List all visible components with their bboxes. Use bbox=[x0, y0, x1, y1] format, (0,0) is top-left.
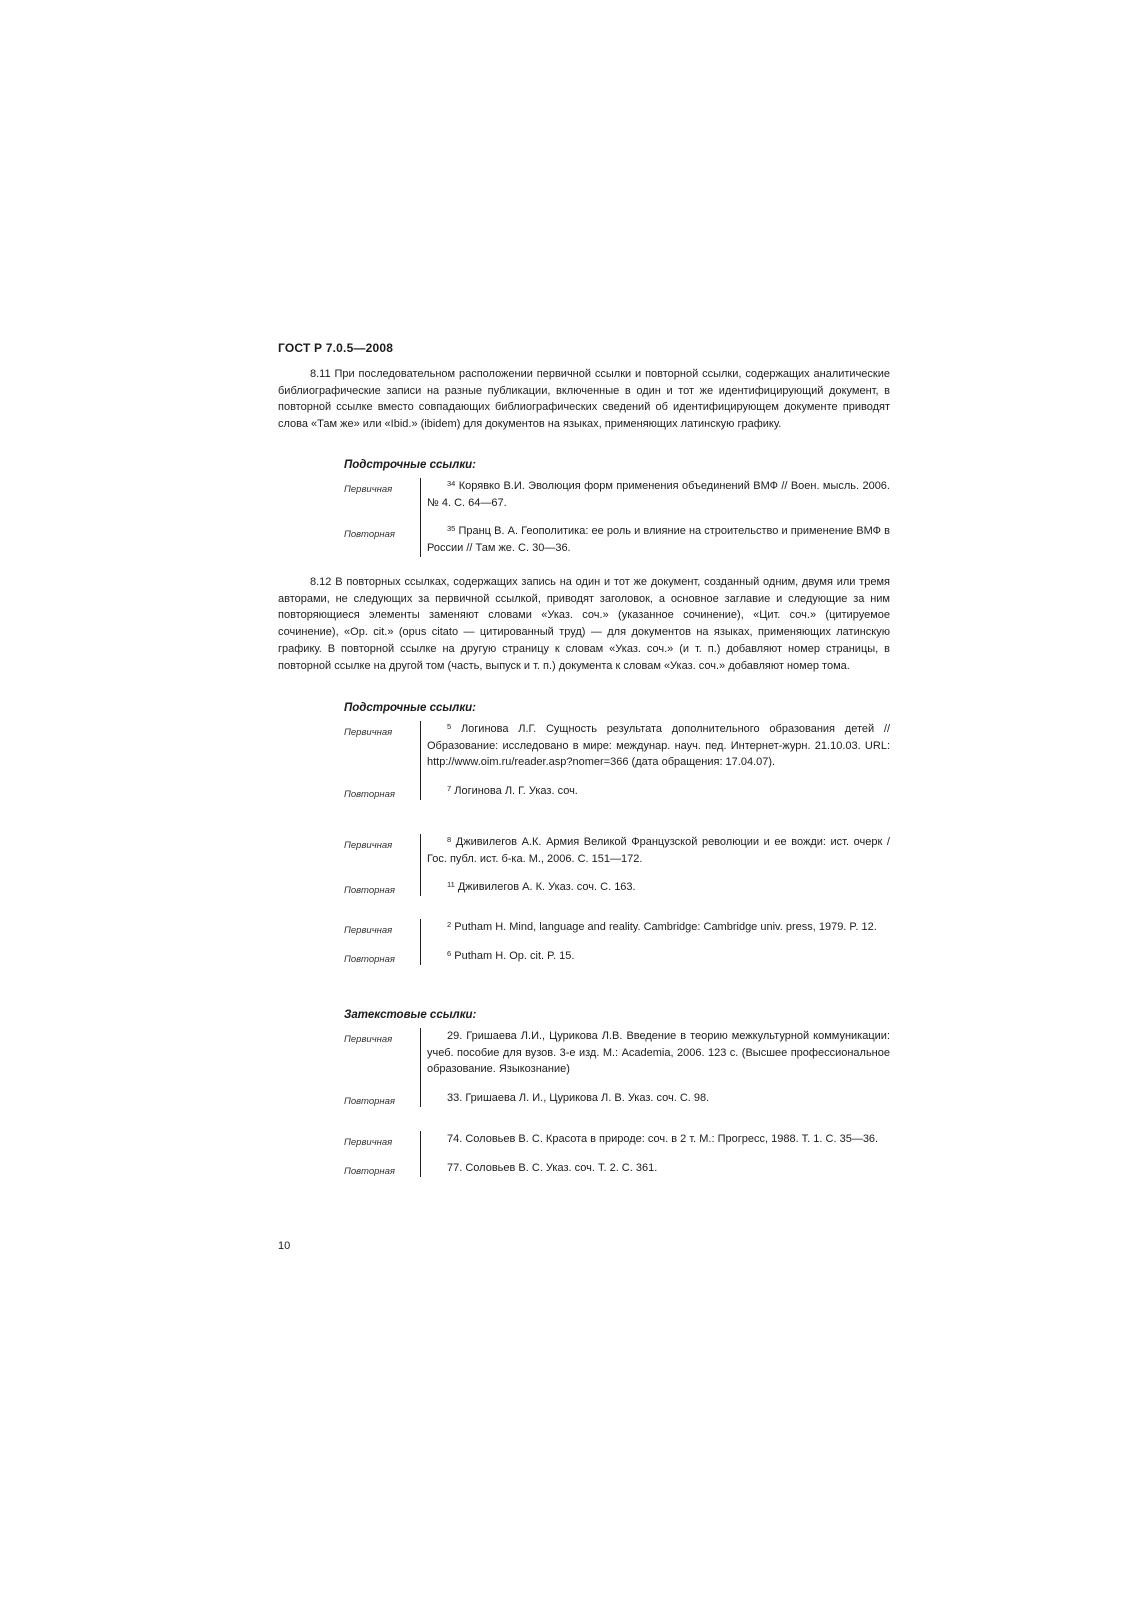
example-text bbox=[420, 948, 890, 965]
footnote-number: 7 bbox=[447, 784, 452, 794]
example-label: Первичная bbox=[344, 727, 393, 738]
example-label: Повторная bbox=[344, 789, 395, 801]
footnote-number: 8 bbox=[447, 835, 452, 844]
example-row-repeated bbox=[344, 1090, 890, 1107]
example-text bbox=[420, 1090, 890, 1107]
citation-text: Putham H. Mind, language and reality. Cambridge: Cambridge univ. press, 1979. P. 12. bbox=[454, 921, 877, 933]
paragraph-8-12: 8.12 В повторных ссылках, содержащих запись на один и тот же документ, созданный одним, двумя или тремя авторами, не следующих за первичной ссылкой, приводят заголовок, а основное заглавие и следующие за ним повторяющиеся элементы заменяют словами «Указ. соч.» (указанное сочинение), «Цит. соч.» (цитируемое сочинение), «Op. cit.» (opus citato — цитированный труд) — для документов на языках, применяющих латинскую графику. В повторной ссылке на другую страницу к словам «Указ. соч.» (и т. п.) добавляют номер страницы, в повторной ссылке на другой том (часть, выпуск и т. п.) документа к словам «Указ. соч.» добавляют номер тома. bbox=[278, 576, 890, 672]
example-group bbox=[344, 1028, 890, 1107]
example-text bbox=[420, 834, 890, 879]
example-group bbox=[344, 919, 890, 965]
example-text bbox=[420, 1160, 890, 1177]
citation-text: Логинова Л. Г. Указ. соч. bbox=[454, 785, 578, 798]
example-row-repeated bbox=[344, 783, 890, 800]
citation-text: 74. Соловьев В. С. Красота в природе: соч. в 2 т. М.: Прогресс, 1988. Т. 1. С. 35—36. bbox=[447, 1133, 879, 1145]
example-row-primary bbox=[344, 1131, 890, 1160]
example-text bbox=[420, 879, 890, 896]
example-group bbox=[344, 834, 890, 896]
example-group bbox=[344, 478, 890, 557]
paragraph-8-11: 8.11 При последовательном расположении первичной ссылки и повторной ссылки, содержащих аналитические библиографические записи на разные публикации, включенные в один и тот же идентифицирующий документ, в повторной ссылке вместо совпадающих библиографических сведений об идентифицирующем документе приводят слова «Там же» или «Ibid.» (ibidem) для документов на языках, применяющих латинскую графику. bbox=[278, 368, 890, 431]
example-row-repeated bbox=[344, 1160, 890, 1177]
example-row-repeated bbox=[344, 948, 890, 965]
example-row-primary bbox=[344, 834, 890, 879]
footnote-number: 11 bbox=[447, 880, 455, 890]
example-label: Повторная bbox=[344, 529, 395, 541]
example-row-primary bbox=[344, 478, 890, 523]
example-text bbox=[420, 1028, 890, 1090]
footnote-number: 34 bbox=[447, 479, 456, 488]
citation-text: Пранц В. А. Геополитика: ее роль и влияние на строительство и применение ВМФ в России // Там же. С. 30—36. bbox=[427, 525, 890, 555]
citation-text: Корявко В.И. Эволюция форм применения объединений ВМФ // Воен. мысль. 2006. № 4. С. 64—67. bbox=[427, 480, 890, 509]
example-label: Повторная bbox=[344, 1165, 395, 1177]
citation-text: 33. Гришаева Л. И., Цурикова Л. В. Указ. соч. С. 98. bbox=[447, 1092, 710, 1105]
example-text bbox=[420, 1131, 890, 1160]
citation-text: 77. Соловьев В. С. Указ. соч. Т. 2. С. 361. bbox=[447, 1161, 658, 1174]
example-label: Первичная bbox=[344, 484, 393, 495]
example-label: Первичная bbox=[344, 1137, 393, 1148]
example-row-primary bbox=[344, 721, 890, 783]
example-text bbox=[420, 478, 890, 523]
example-row-primary bbox=[344, 919, 890, 948]
citation-text: Дживилегов А. К. Указ. соч. С. 163. bbox=[457, 881, 636, 894]
example-text bbox=[420, 523, 890, 556]
citation-text: Putham H. Op. cit. P. 15. bbox=[454, 949, 575, 962]
examples-title-endnote: Затекстовые ссылки: bbox=[344, 1009, 477, 1021]
examples-title-footnote: Подстрочные ссылки: bbox=[344, 702, 477, 714]
example-text bbox=[420, 919, 890, 948]
example-group bbox=[344, 721, 890, 800]
example-label: Первичная bbox=[344, 840, 393, 851]
citation-text: Дживилегов А.К. Армия Великой Французской революции и ее вожди: ист. очерк / Гос. публ. ист. б-ка. М., 2006. С. 151—172. bbox=[427, 836, 890, 865]
footnote-number: 6 bbox=[447, 948, 452, 958]
example-label: Первичная bbox=[344, 1034, 393, 1045]
example-label: Первичная bbox=[344, 925, 393, 936]
footnote-number: 35 bbox=[447, 524, 456, 534]
citation-text: Логинова Л.Г. Сущность результата дополнительного образования детей // Образование: исследовано в мире: междунар. науч. пед. Интернет-журн. 21.10.03. URL: http://www.oim.ru/reader.asp?nomer=366 (дата обращения: 17.04.07). bbox=[427, 723, 891, 769]
example-text bbox=[420, 721, 890, 783]
example-label: Повторная bbox=[344, 1096, 395, 1108]
example-text bbox=[420, 783, 890, 800]
example-row-primary bbox=[344, 1028, 890, 1090]
example-label: Повторная bbox=[344, 885, 395, 897]
examples-title-footnote: Подстрочные ссылки: bbox=[344, 459, 477, 471]
footnote-number: 5 bbox=[447, 722, 452, 731]
citation-text: 29. Гришаева Л.И., Цурикова Л.В. Введение в теорию межкультурной коммуникации: учеб. пособие для вузов. 3-е изд. М.: Academia, 2006. 123 с. (Высшее профессиональное образование. Языкознание) bbox=[427, 1030, 890, 1076]
example-row-repeated bbox=[344, 523, 890, 556]
page-number: 10 bbox=[278, 1240, 291, 1252]
document-header: ГОСТ Р 7.0.5—2008 bbox=[278, 341, 394, 355]
example-group bbox=[344, 1131, 890, 1177]
example-label: Повторная bbox=[344, 953, 395, 965]
footnote-number: 2 bbox=[447, 920, 452, 929]
example-row-repeated bbox=[344, 879, 890, 896]
